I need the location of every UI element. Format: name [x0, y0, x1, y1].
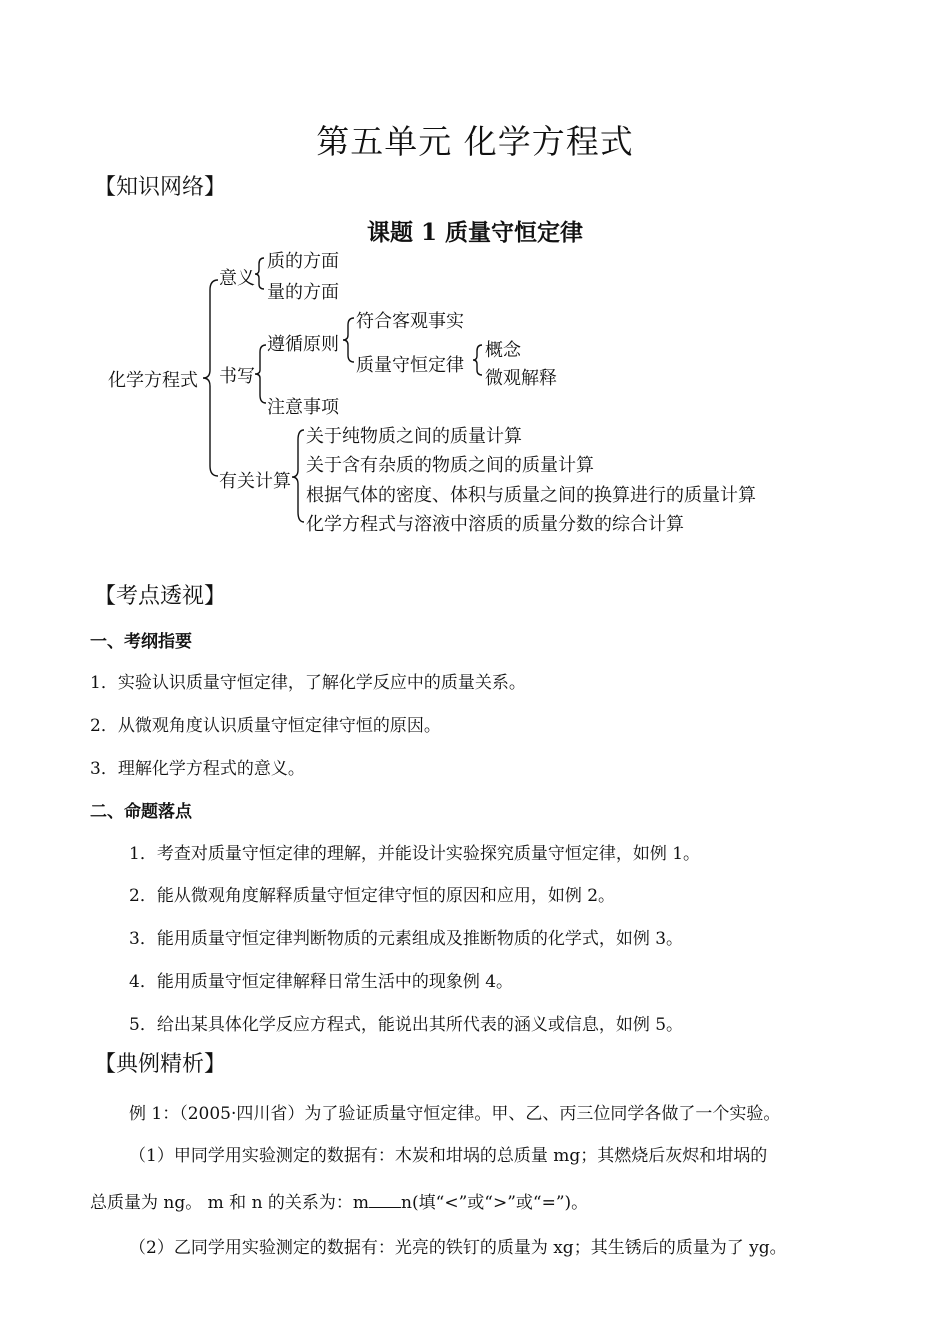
example1-label: 例 1：: [129, 1104, 180, 1124]
tree-calc-item: 关于纯物质之间的质量计算: [306, 426, 522, 447]
example1-intro-text: （2005·四川省）为了验证质量守恒定律。甲、乙、丙三位同学各做了一个实验。: [179, 1104, 781, 1124]
tree-meaning-item: 量的方面: [267, 282, 339, 303]
writing-brace: [255, 345, 266, 403]
tree-root: 化学方程式: [108, 370, 198, 391]
root-brace: [203, 280, 218, 476]
section-knowledge-network: 【知识网络】: [94, 175, 227, 200]
calc-brace: [292, 430, 304, 522]
tree-law-item: 微观解释: [485, 368, 557, 389]
example1-part1-line2: [90, 1188, 588, 1213]
example1-part1-text-a: 总质量为 ng。 m 和 n 的关系为：m: [90, 1193, 370, 1213]
outline-item: 3．理解化学方程式的意义。: [90, 759, 305, 779]
section-exam-points: 【考点透视】: [94, 584, 227, 609]
outline-item: 2．从微观角度认识质量守恒定律守恒的原因。: [90, 716, 441, 736]
tree-follow: 遵循原则: [267, 334, 339, 355]
points-heading: 二、命题落点: [90, 802, 192, 822]
outline-item: 1．实验认识质量守恒定律，了解化学反应中的质量关系。: [90, 673, 526, 693]
points-item: 4．能用质量守恒定律解释日常生活中的现象例 4。: [129, 972, 514, 992]
answer-blank[interactable]: [369, 1193, 401, 1208]
outline-heading: 一、考纲指要: [90, 632, 192, 652]
tree-calc-item: 化学方程式与溶液中溶质的质量分数的综合计算: [306, 514, 684, 535]
example1-part1-text-b: n(填“<”或“>”或“=”)。: [401, 1193, 589, 1213]
points-item: 3．能用质量守恒定律判断物质的元素组成及推断物质的化学式，如例 3。: [129, 929, 684, 949]
tree-follow-item: 符合客观事实: [356, 311, 464, 332]
points-item: 2．能从微观角度解释质量守恒定律守恒的原因和应用，如例 2。: [129, 886, 616, 906]
page-title: 第五单元 化学方程式: [316, 122, 634, 161]
tree-calc-item: 根据气体的密度、体积与质量之间的换算进行的质量计算: [306, 485, 756, 506]
tree-follow-item: 质量守恒定律: [356, 355, 464, 376]
tree-calc: 有关计算: [219, 471, 291, 492]
section-examples: 【典例精析】: [94, 1052, 227, 1077]
example1-part2: （2）乙同学用实验测定的数据有：光亮的铁钉的质量为 xg；其生锈后的质量为了 yg。: [129, 1238, 787, 1258]
meaning-brace: [255, 258, 264, 289]
follow-brace: [343, 318, 354, 362]
tree-law-item: 概念: [485, 340, 521, 361]
example1-intro: [129, 1099, 780, 1124]
points-item: 5．给出某具体化学反应方程式，能说出其所代表的涵义或信息，如例 5。: [129, 1015, 684, 1035]
tree-meaning-item: 质的方面: [267, 251, 339, 272]
tree-calc-item: 关于含有杂质的物质之间的质量计算: [306, 455, 594, 476]
law-brace: [473, 345, 482, 375]
points-item: 1．考查对质量守恒定律的理解，并能设计实验探究质量守恒定律，如例 1。: [129, 844, 701, 864]
tree-writing: 书写: [219, 366, 255, 387]
tree-notes: 注意事项: [267, 397, 339, 418]
example1-part1-line1: （1）甲同学用实验测定的数据有：木炭和坩埚的总质量 mg；其燃烧后灰烬和坩埚的: [129, 1146, 768, 1166]
tree-meaning: 意义: [219, 268, 255, 289]
lesson-title: 课题 1 质量守恒定律: [366, 219, 584, 246]
